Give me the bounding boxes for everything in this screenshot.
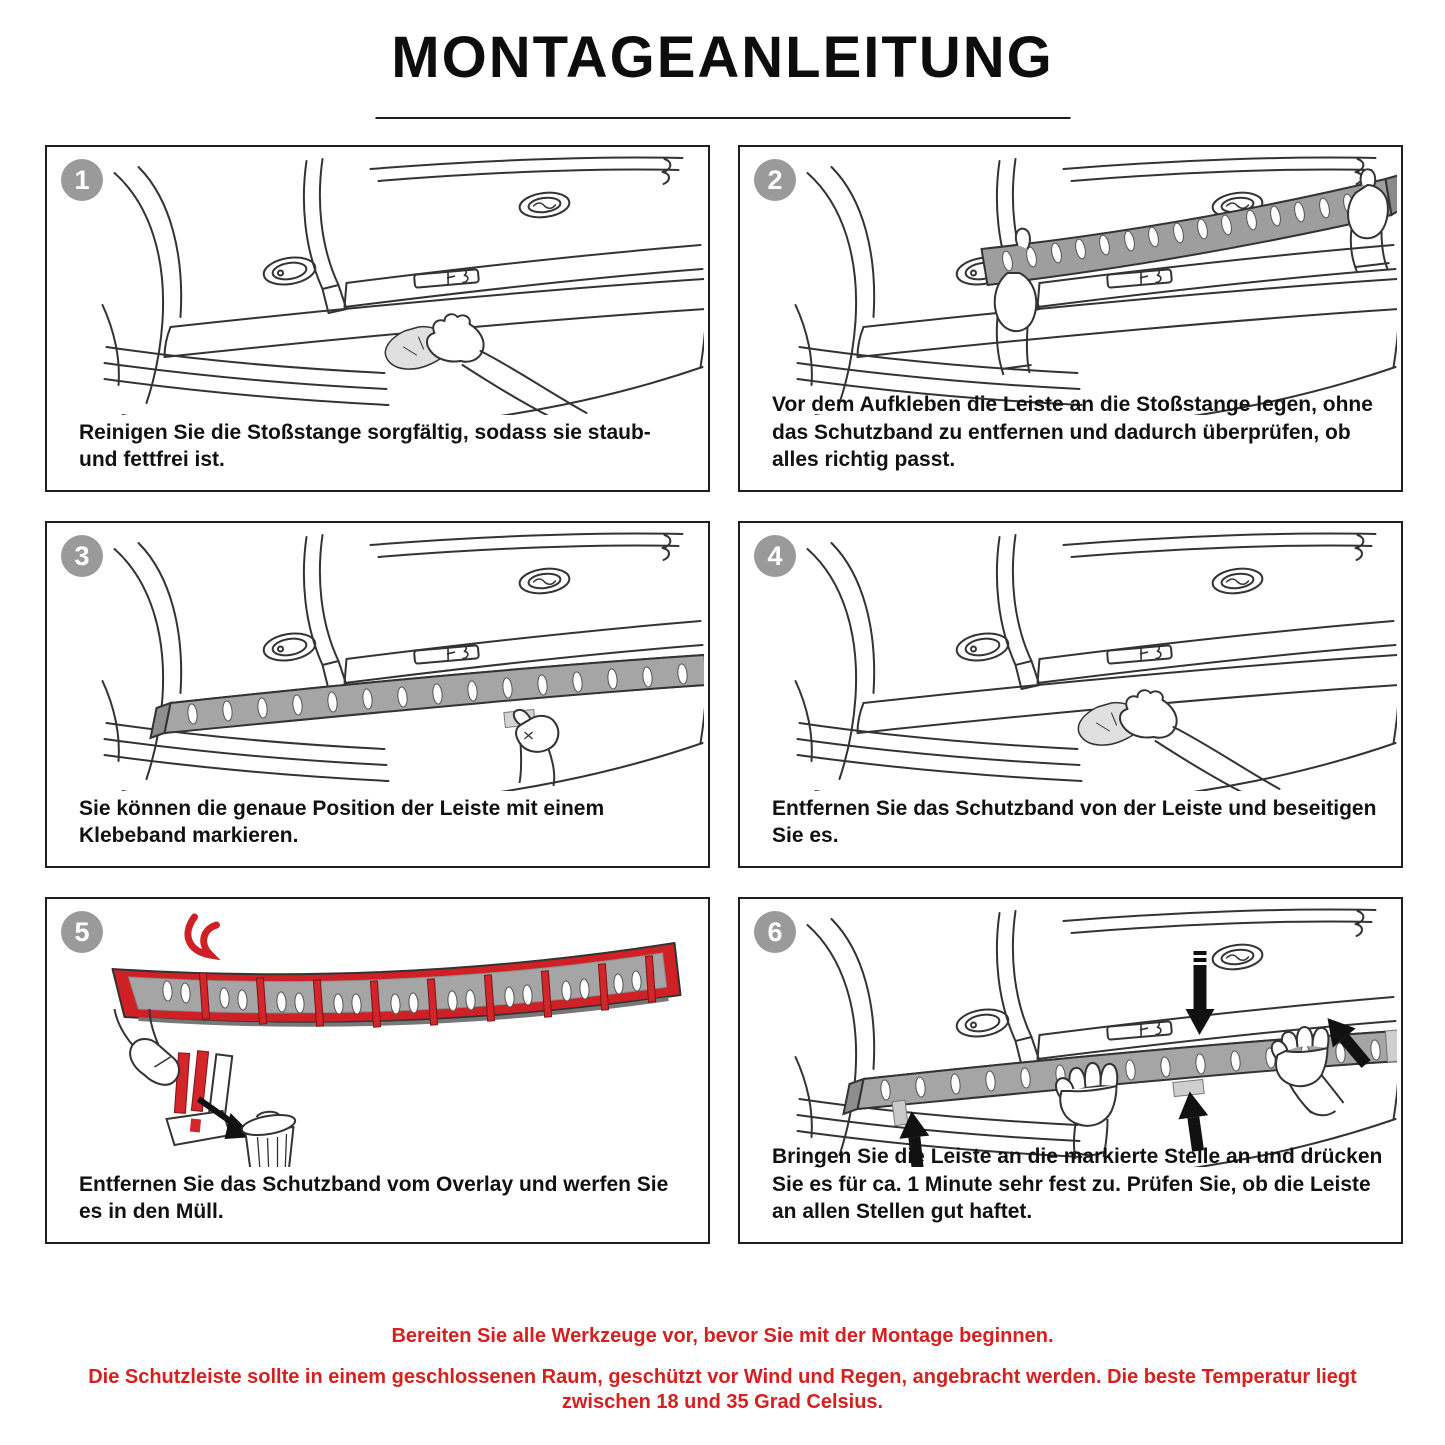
press-down-arrow-icon: [1186, 951, 1215, 1035]
peeled-tape-curl-icon: [188, 917, 217, 955]
tape-tab-center-icon: [1173, 1079, 1204, 1096]
step-panel-1: [45, 145, 710, 492]
title-divider: [375, 117, 1070, 119]
car-rear-cleaning-illustration: [51, 153, 704, 415]
step-number-badge: [754, 159, 796, 201]
hand-with-cloth-icon: [385, 314, 586, 415]
steps-grid: [45, 145, 1403, 1244]
trash-can-icon: [240, 1111, 296, 1167]
strip-end-cap: [1386, 1030, 1398, 1062]
strip-test-fit-illustration: [744, 153, 1397, 415]
tape-disposal-scene: [115, 1009, 297, 1167]
step-number-badge: [61, 911, 103, 953]
step-number: 5: [74, 916, 90, 947]
step-caption: Entfernen Sie das Schutzband vom Overlay und werfen Sie es in den Müll.: [79, 1172, 669, 1224]
step-panel-5: [45, 897, 710, 1244]
step-caption: Reinigen Sie die Stoßstange sorgfältig, sodass sie staub- und fettfrei ist.: [79, 420, 651, 472]
step-caption: Sie können die genaue Position der Leiste mit einem Klebeband markieren.: [79, 796, 605, 848]
step-number-badge: [61, 159, 103, 201]
footer-note-2: Die Schutzleiste sollte in einem geschlossenen Raum, geschützt vor Wind und Regen, angebracht werden. Die beste Temperatur liegt zwischen 18 und 35 Grad Celsius.: [88, 1366, 1357, 1413]
step-number: 3: [74, 540, 90, 571]
overlay-strip-icon: [113, 917, 681, 1027]
car-rear-icon: [103, 157, 705, 415]
step-number-badge: [754, 911, 796, 953]
step-panel-6: [738, 897, 1403, 1244]
page-title: MONTAGEANLEITUNG: [391, 25, 1054, 90]
remove-protective-band-illustration: [744, 529, 1397, 791]
hand-removing-band-icon: [1078, 690, 1279, 791]
press-strip-in-place-illustration: [744, 905, 1397, 1167]
pointing-hand-icon: [514, 710, 558, 786]
step-number: 6: [767, 916, 783, 947]
step-caption: Bringen Sie die Leiste an die markierte Stelle an und drücken Sie es für ca. 1 Minute sehr fest zu. Prüfen Sie, ob die Leiste an allen Stellen gut haftet.: [772, 1144, 1383, 1224]
step-caption: Entfernen Sie das Schutzband von der Leiste und beseitigen Sie es.: [772, 796, 1377, 848]
step-caption: Vor dem Aufkleben die Leiste an die Stoßstange legen, ohne das Schutzband zu entfernen und dadurch überprüfen, ob alles richtig passt.: [772, 392, 1373, 472]
step-panel-3: [45, 521, 710, 868]
step-number-badge: [754, 535, 796, 577]
protector-strip-icon: [151, 655, 705, 738]
step-number: 4: [767, 540, 783, 571]
step-panel-4: [738, 521, 1403, 868]
step-number: 1: [74, 164, 90, 195]
car-rear-icon: [796, 533, 1398, 791]
protector-strip-icon: [982, 175, 1398, 285]
step-number: 2: [767, 164, 783, 195]
overlay-tape-disposal-illustration: [51, 905, 704, 1167]
footer-notes: [0, 1324, 1445, 1431]
strip-position-marking-illustration: [51, 529, 704, 791]
tape-tab-left-icon: [892, 1100, 908, 1125]
step-number-badge: [61, 535, 103, 577]
footer-note-1: Bereiten Sie alle Werkzeuge vor, bevor Sie mit der Montage beginnen.: [391, 1325, 1054, 1347]
step-panel-2: [738, 145, 1403, 492]
